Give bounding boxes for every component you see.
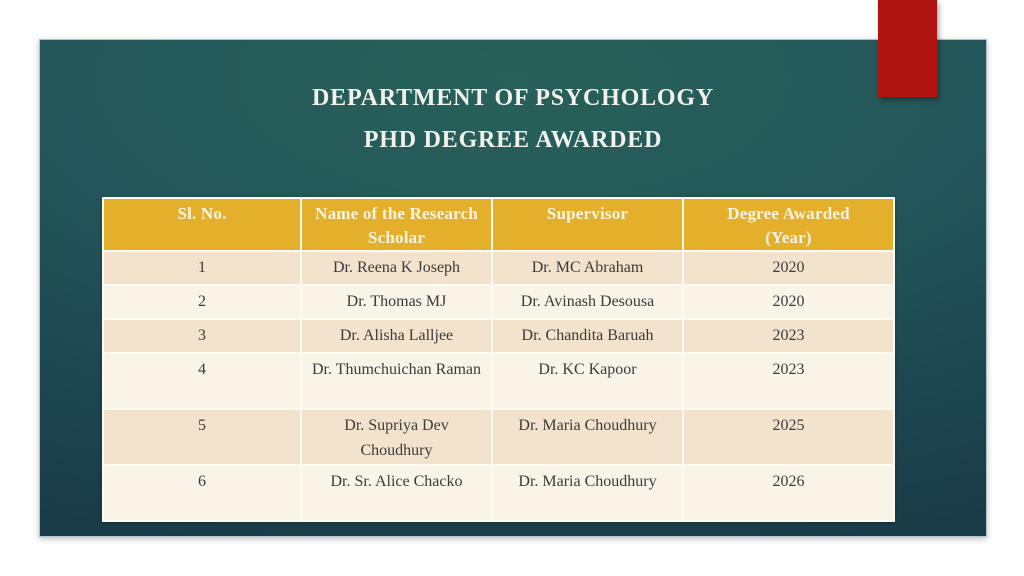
col-header-supervisor bbox=[493, 199, 682, 250]
cell-year: 2023 bbox=[684, 354, 893, 408]
cell-sl-no: 6 bbox=[104, 466, 300, 520]
red-accent-bar bbox=[878, 0, 937, 97]
cell-scholar: Dr. Alisha Lalljee bbox=[302, 320, 491, 352]
cell-supervisor: Dr. Maria Choudhury bbox=[493, 410, 682, 464]
table-row bbox=[104, 252, 893, 284]
col-header-sl-no bbox=[104, 199, 300, 250]
slide-subtitle: PHD DEGREE AWARDED bbox=[363, 127, 663, 153]
cell-scholar: Dr. Reena K Joseph bbox=[302, 252, 491, 284]
cell-year: 2025 bbox=[684, 410, 893, 464]
cell-supervisor: Dr. MC Abraham bbox=[493, 252, 682, 284]
col-header-degree-year bbox=[684, 199, 893, 250]
cell-sl-no: 3 bbox=[104, 320, 300, 352]
slide-title-block bbox=[40, 85, 986, 153]
cell-year: 2026 bbox=[684, 466, 893, 520]
cell-scholar: Dr. Sr. Alice Chacko bbox=[302, 466, 491, 520]
table-header-row bbox=[104, 199, 893, 250]
table-row bbox=[104, 466, 893, 520]
col-header-supervisor-label: Supervisor bbox=[546, 204, 629, 223]
slide bbox=[39, 39, 987, 537]
cell-supervisor: Dr. Chandita Baruah bbox=[493, 320, 682, 352]
cell-scholar: Dr. Thomas MJ bbox=[302, 286, 491, 318]
table-row bbox=[104, 320, 893, 352]
table-row bbox=[104, 286, 893, 318]
col-header-scholar bbox=[302, 199, 491, 250]
col-header-sl-no-label: Sl. No. bbox=[177, 204, 227, 223]
col-header-degree-year-label: Degree Awarded (Year) bbox=[727, 204, 850, 247]
cell-scholar: Dr. Supriya Dev Choudhury bbox=[302, 410, 491, 464]
slide-title: DEPARTMENT OF PSYCHOLOGY bbox=[312, 85, 714, 111]
cell-year: 2020 bbox=[684, 252, 893, 284]
cell-supervisor: Dr. Avinash Desousa bbox=[493, 286, 682, 318]
cell-sl-no: 5 bbox=[104, 410, 300, 464]
cell-year: 2023 bbox=[684, 320, 893, 352]
table-row bbox=[104, 354, 893, 408]
phd-degree-table bbox=[102, 197, 895, 522]
cell-year: 2020 bbox=[684, 286, 893, 318]
cell-sl-no: 1 bbox=[104, 252, 300, 284]
cell-supervisor: Dr. Maria Choudhury bbox=[493, 466, 682, 520]
table-row bbox=[104, 410, 893, 464]
cell-sl-no: 4 bbox=[104, 354, 300, 408]
cell-supervisor: Dr. KC Kapoor bbox=[493, 354, 682, 408]
col-header-scholar-label: Name of the Research Scholar bbox=[315, 204, 478, 247]
cell-sl-no: 2 bbox=[104, 286, 300, 318]
cell-scholar: Dr. Thumchuichan Raman bbox=[302, 354, 491, 408]
